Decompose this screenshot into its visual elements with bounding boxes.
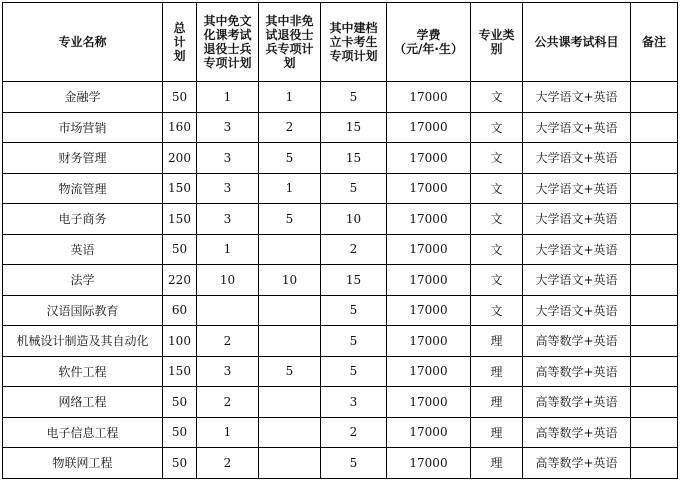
veteran-nonexempt-cell	[259, 387, 321, 418]
tuition-cell: 17000	[387, 356, 471, 387]
table-row	[3, 326, 678, 357]
exam-subjects-cell: 高等数学+英语	[523, 387, 631, 418]
header-major-category: 专业类 别	[471, 3, 523, 82]
table-row	[3, 143, 678, 174]
tuition-cell: 17000	[387, 295, 471, 326]
exam-subjects-cell: 大学语文+英语	[523, 173, 631, 204]
category-cell: 理	[471, 417, 523, 448]
remarks-cell	[631, 448, 678, 479]
major-name-cell: 金融学	[3, 82, 163, 113]
veteran-nonexempt-cell	[259, 295, 321, 326]
tuition-cell: 17000	[387, 326, 471, 357]
poverty-plan-cell: 5	[321, 82, 387, 113]
tuition-cell: 17000	[387, 265, 471, 296]
veteran-exempt-cell: 1	[197, 82, 259, 113]
remarks-cell	[631, 204, 678, 235]
major-name-cell: 汉语国际教育	[3, 295, 163, 326]
table-row	[3, 356, 678, 387]
poverty-plan-cell: 3	[321, 387, 387, 418]
veteran-nonexempt-cell: 5	[259, 143, 321, 174]
veteran-nonexempt-cell	[259, 234, 321, 265]
exam-subjects-cell: 大学语文+英语	[523, 82, 631, 113]
table-row	[3, 173, 678, 204]
exam-subjects-cell: 大学语文+英语	[523, 204, 631, 235]
category-cell: 文	[471, 112, 523, 143]
veteran-exempt-cell: 1	[197, 234, 259, 265]
table-row	[3, 295, 678, 326]
major-name-cell: 英语	[3, 234, 163, 265]
veteran-exempt-cell: 2	[197, 387, 259, 418]
remarks-cell	[631, 82, 678, 113]
veteran-nonexempt-cell	[259, 326, 321, 357]
veteran-exempt-cell: 2	[197, 448, 259, 479]
exam-subjects-cell: 高等数学+英语	[523, 356, 631, 387]
table-row	[3, 234, 678, 265]
header-total-plan: 总 计 划	[163, 3, 197, 82]
total-plan-cell: 100	[163, 326, 197, 357]
category-cell: 文	[471, 295, 523, 326]
remarks-cell	[631, 417, 678, 448]
major-name-cell: 物联网工程	[3, 448, 163, 479]
exam-subjects-cell: 高等数学+英语	[523, 326, 631, 357]
remarks-cell	[631, 295, 678, 326]
major-name-cell: 市场营销	[3, 112, 163, 143]
table-row	[3, 265, 678, 296]
remarks-cell	[631, 173, 678, 204]
veteran-nonexempt-cell: 5	[259, 204, 321, 235]
total-plan-cell: 160	[163, 112, 197, 143]
exam-subjects-cell: 大学语文+英语	[523, 265, 631, 296]
veteran-nonexempt-cell: 1	[259, 173, 321, 204]
veteran-exempt-cell: 3	[197, 112, 259, 143]
remarks-cell	[631, 112, 678, 143]
poverty-plan-cell: 5	[321, 448, 387, 479]
poverty-plan-cell: 5	[321, 295, 387, 326]
header-remarks: 备注	[631, 3, 678, 82]
total-plan-cell: 150	[163, 204, 197, 235]
exam-subjects-cell: 高等数学+英语	[523, 448, 631, 479]
table-row	[3, 112, 678, 143]
poverty-plan-cell: 5	[321, 173, 387, 204]
category-cell: 文	[471, 173, 523, 204]
exam-subjects-cell: 高等数学+英语	[523, 417, 631, 448]
header-major-name: 专业名称	[3, 3, 163, 82]
major-name-cell: 电子商务	[3, 204, 163, 235]
remarks-cell	[631, 265, 678, 296]
table-row	[3, 448, 678, 479]
poverty-plan-cell: 15	[321, 265, 387, 296]
total-plan-cell: 200	[163, 143, 197, 174]
remarks-cell	[631, 143, 678, 174]
major-name-cell: 网络工程	[3, 387, 163, 418]
tuition-cell: 17000	[387, 234, 471, 265]
veteran-exempt-cell: 3	[197, 356, 259, 387]
header-poverty-plan: 其中建档 立卡考生 专项计划	[321, 3, 387, 82]
header-row	[3, 3, 678, 82]
header-veteran-exempt-plan: 其中免文 化课考试 退役士兵 专项计划	[197, 3, 259, 82]
total-plan-cell: 50	[163, 234, 197, 265]
header-veteran-nonexempt-plan: 其中非免 试退役士 兵专项计 划	[259, 3, 321, 82]
remarks-cell	[631, 387, 678, 418]
poverty-plan-cell: 5	[321, 356, 387, 387]
veteran-nonexempt-cell: 5	[259, 356, 321, 387]
category-cell: 理	[471, 326, 523, 357]
veteran-nonexempt-cell: 10	[259, 265, 321, 296]
total-plan-cell: 50	[163, 82, 197, 113]
header-exam-subjects: 公共课考试科目	[523, 3, 631, 82]
major-name-cell: 机械设计制造及其自动化	[3, 326, 163, 357]
poverty-plan-cell: 2	[321, 417, 387, 448]
tuition-cell: 17000	[387, 82, 471, 113]
veteran-nonexempt-cell	[259, 417, 321, 448]
category-cell: 文	[471, 143, 523, 174]
veteran-nonexempt-cell: 1	[259, 82, 321, 113]
exam-subjects-cell: 大学语文+英语	[523, 112, 631, 143]
poverty-plan-cell: 15	[321, 112, 387, 143]
category-cell: 理	[471, 448, 523, 479]
exam-subjects-cell: 大学语文+英语	[523, 143, 631, 174]
veteran-exempt-cell: 3	[197, 143, 259, 174]
veteran-nonexempt-cell: 2	[259, 112, 321, 143]
remarks-cell	[631, 326, 678, 357]
table-row	[3, 204, 678, 235]
tuition-cell: 17000	[387, 417, 471, 448]
tuition-cell: 17000	[387, 143, 471, 174]
poverty-plan-cell: 5	[321, 326, 387, 357]
tuition-cell: 17000	[387, 448, 471, 479]
veteran-exempt-cell: 2	[197, 326, 259, 357]
tuition-cell: 17000	[387, 112, 471, 143]
veteran-exempt-cell	[197, 295, 259, 326]
category-cell: 文	[471, 265, 523, 296]
veteran-exempt-cell: 3	[197, 204, 259, 235]
exam-subjects-cell: 大学语文+英语	[523, 234, 631, 265]
total-plan-cell: 150	[163, 173, 197, 204]
veteran-exempt-cell: 1	[197, 417, 259, 448]
veteran-exempt-cell: 10	[197, 265, 259, 296]
category-cell: 理	[471, 387, 523, 418]
remarks-cell	[631, 234, 678, 265]
category-cell: 文	[471, 204, 523, 235]
major-name-cell: 法学	[3, 265, 163, 296]
total-plan-cell: 150	[163, 356, 197, 387]
category-cell: 文	[471, 234, 523, 265]
major-name-cell: 软件工程	[3, 356, 163, 387]
exam-subjects-cell: 大学语文+英语	[523, 295, 631, 326]
category-cell: 理	[471, 356, 523, 387]
table-row	[3, 82, 678, 113]
tuition-cell: 17000	[387, 173, 471, 204]
major-name-cell: 物流管理	[3, 173, 163, 204]
enrollment-plan-table	[2, 2, 678, 479]
poverty-plan-cell: 10	[321, 204, 387, 235]
total-plan-cell: 50	[163, 417, 197, 448]
total-plan-cell: 60	[163, 295, 197, 326]
total-plan-cell: 50	[163, 387, 197, 418]
total-plan-cell: 220	[163, 265, 197, 296]
total-plan-cell: 50	[163, 448, 197, 479]
major-name-cell: 电子信息工程	[3, 417, 163, 448]
major-name-cell: 财务管理	[3, 143, 163, 174]
remarks-cell	[631, 356, 678, 387]
table-row	[3, 387, 678, 418]
tuition-cell: 17000	[387, 387, 471, 418]
veteran-nonexempt-cell	[259, 448, 321, 479]
table-row	[3, 417, 678, 448]
header-tuition: 学费 （元/年·生）	[387, 3, 471, 82]
poverty-plan-cell: 15	[321, 143, 387, 174]
tuition-cell: 17000	[387, 204, 471, 235]
category-cell: 文	[471, 82, 523, 113]
veteran-exempt-cell: 3	[197, 173, 259, 204]
poverty-plan-cell: 2	[321, 234, 387, 265]
